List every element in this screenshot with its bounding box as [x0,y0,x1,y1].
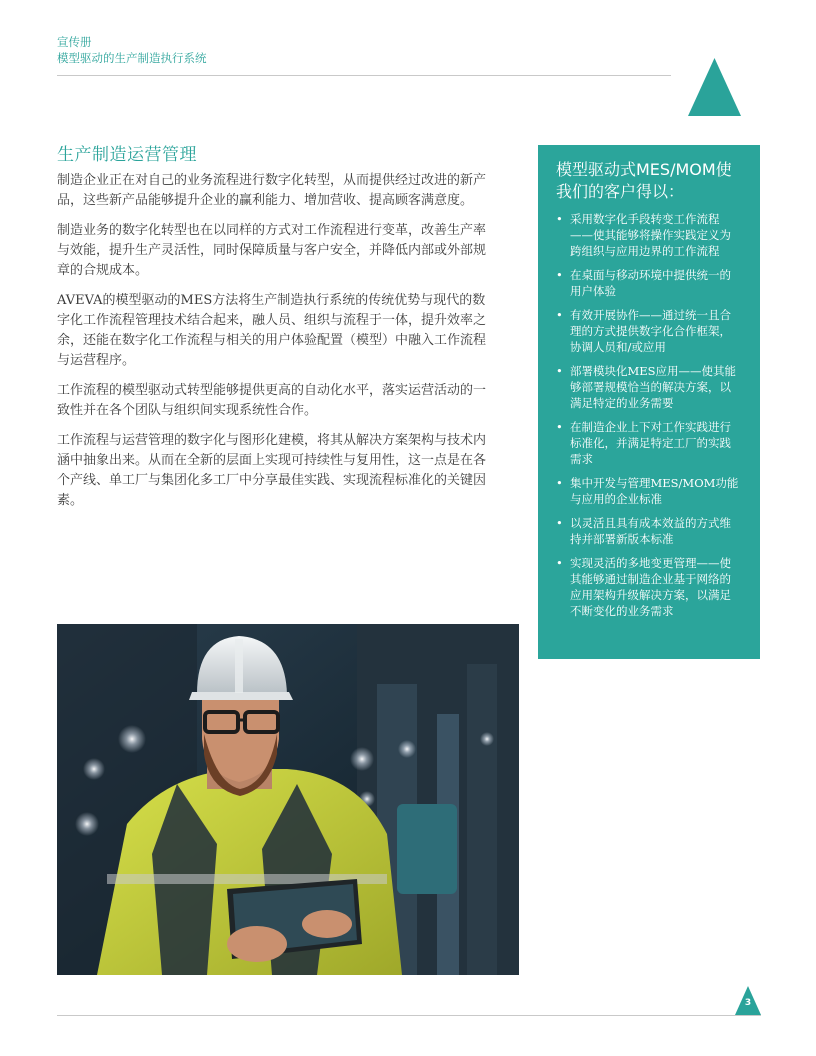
list-item-text: 采用数字化手段转变工作流程——使其能够将操作实践定义为跨组织与应用边界的工作流程 [570,212,731,258]
list-item [556,307,742,355]
header-divider [57,75,671,76]
benefits-list [556,211,742,619]
list-item [556,211,742,259]
list-item [556,267,742,299]
document-header [57,34,207,66]
bullet-icon: • [556,516,563,530]
list-item-text: 以灵活且具有成本效益的方式维持并部署新版本标准 [570,516,731,546]
bullet-icon: • [556,212,563,226]
bullet-icon: • [556,268,563,282]
engineer-with-tablet-photo [57,624,519,975]
sidebar-title: 模型驱动式MES/MOM使我们的客户得以： [556,160,732,201]
body-paragraph: 制造业务的数字化转型也在以同样的方式对工作流程进行变革，改善生产率与效能，提升生产灵活性，同时保障质量与客户安全，并降低内部或外部规章的合规成本。 [57,223,487,278]
page-number: 3 [744,998,752,1008]
bullet-icon: • [556,556,563,570]
footer-divider [57,1015,761,1016]
bullet-icon: • [556,364,563,378]
body-paragraph: 工作流程的模型驱动式转型能够提供更高的自动化水平，落实运营活动的一致性并在各个团队与组织间实现系统性合作。 [57,383,487,418]
body-paragraph: 制造企业正在对自己的业务流程进行数字化转型，从而提供经过改进的新产品，这些新产品能够提升企业的赢利能力、增加营收、提高顾客满意度。 [57,173,487,208]
bullet-icon: • [556,420,563,434]
list-item [556,419,742,467]
body-text [57,171,493,521]
list-item-text: 实现灵活的多地变更管理——使其能够通过制造企业基于网络的应用架构升级解决方案，以满足不断变化的业务需求 [570,556,731,618]
list-item-text: 在制造企业上下对工作实践进行标准化，并满足特定工厂的实践需求 [570,420,731,466]
bullet-icon: • [556,308,563,322]
list-item [556,475,742,507]
list-item-text: 部署模块化MES应用——使其能够部署规模恰当的解决方案，以满足特定的业务需要 [570,364,737,410]
photo-illustration [57,624,519,975]
benefits-sidebar [538,145,760,659]
brand-triangle-icon [688,58,741,116]
body-paragraph: 工作流程与运营管理的数字化与图形化建模，将其从解决方案架构与技术内涵中抽象出来。从而在全新的层面上实现可持续性与复用性，这一点是在各个产线、单工厂与集团化多工厂中分享最佳实践、实现流程标准化的关键因素。 [57,433,487,508]
list-item [556,555,742,619]
list-item-text: 在桌面与移动环境中提供统一的用户体验 [570,268,731,298]
header-doc-type: 宣传册 [57,35,92,49]
list-item [556,515,742,547]
list-item-text: 集中开发与管理MES/MOM功能与应用的企业标准 [570,476,739,506]
list-item-text: 有效开展协作——通过统一且合理的方式提供数字化合作框架，协调人员和/或应用 [570,308,731,354]
bullet-icon: • [556,476,563,490]
body-paragraph: AVEVA的模型驱动的MES方法将生产制造执行系统的传统优势与现代的数字化工作流程管理技术结合起来，融人员、组织与流程于一体，提升效率之余，还能在数字化工作流程与相关的用户体验配置（模型）中融入工作流程与运营程序。 [57,293,487,368]
section-title: 生产制造运营管理 [57,145,197,165]
list-item [556,363,742,411]
header-doc-title: 模型驱动的生产制造执行系统 [57,51,207,65]
